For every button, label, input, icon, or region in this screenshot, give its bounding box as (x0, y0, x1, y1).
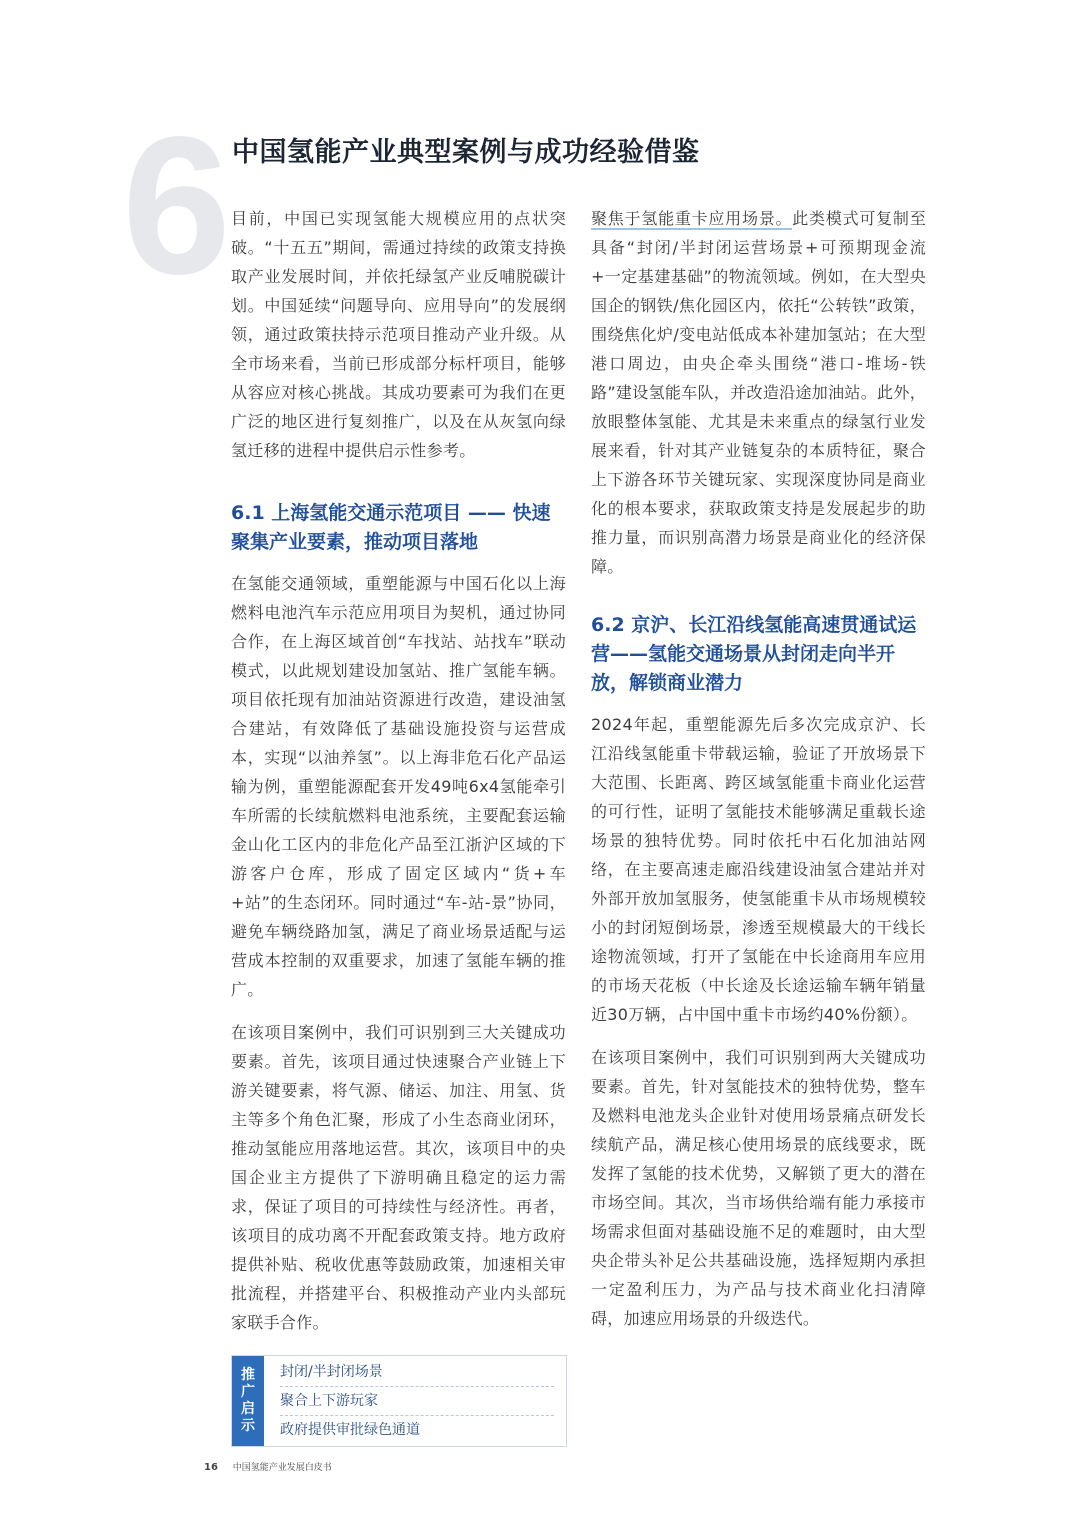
highlighted-phrase: 聚焦于氢能重卡应用场景。 (591, 209, 793, 228)
insight-item: 封闭/半封闭场景 (280, 1358, 554, 1387)
insight-item: 政府提供审批绿色通道 (280, 1422, 420, 1438)
chapter-number: 6 (122, 96, 232, 315)
section-6-2-paragraph-2: 在该项目案例中，我们可识别到两大关键成功要素。首先，针对氢能技术的独特优势，整车及燃料电池龙头企业针对使用场景痛点研发长续航产品，满足核心使用场景的底线要求，既发挥了氢能的技术优势，又解锁了更大的潜在市场空间。其次，当市场供给端有能力承接市场需求但面对基础设施不足的难题时，由大型央企带头补足公共基础设施，选择短期内承担一定盈利压力，为产品与技术商业化扫清障碍，加速应用场景的升级迭代。 (591, 1048, 926, 1328)
promotion-insights-tag-label: 推广启示 (241, 1367, 255, 1434)
section-6-1-paragraph-1: 在氢能交通领域，重塑能源与中国石化以上海燃料电池汽车示范应用项目为契机，通过协同合作，在上海区域首创“车找站、站找车”联动模式，以此规划建设加氢站、推广氢能车辆。项目依托现有加油站资源进行改造，建设油氢合建站，有效降低了基础设施投资与运营成本，实现“以油养氢”。以上海非危石化产品运输为例，重塑能源配套开发49吨6x4氢能牵引车所需的长续航燃料电池系统，主要配套运输金山化工区内的非危化产品至江浙沪区域的下游客户仓库，形成了固定区域内“货+车+站”的生态闭环。同时通过“车-站-景”协同，避免车辆绕路加氢，满足了商业场景适配与运营成本控制的双重要求，加速了氢能车辆的推广。 (231, 574, 566, 999)
page-number: 16 (204, 1462, 218, 1473)
section-6-2-paragraph-1: 2024年起，重塑能源先后多次完成京沪、长江沿线氢能重卡带载运输，验证了开放场景下大范围、长距离、跨区域氢能重卡商业化运营的可行性，证明了氢能技术能够满足重载长途场景的独特优势。同时依托中石化加油站网络，在主要高速走廊沿线建设油氢合建站并对外部开放加氢服务，使氢能重卡从市场规模较小的封闭短倒场景，渗透至规模最大的干线长途物流领域，打开了氢能在中长途商用车应用的市场天花板（中长途及长途运输车辆年销量近30万辆，占中国中重卡市场约40%份额）。 (591, 715, 926, 1024)
page-footer (204, 1460, 332, 1473)
continued-paragraph (591, 204, 926, 581)
continued-paragraph-text: 此类模式可复制至具备“封闭/半封闭运营场景+可预期现金流+一定基建基础”的物流领域。例如，在大型央国企的钢铁/焦化园区内，依托“公转铁”政策，围绕焦化炉/变电站低成本补建加氢站；在大型港口周边，由央企牵头围绕“港口-堆场-铁路”建设氢能车队，并改造沿途加油站。此外，放眼整体氢能、尤其是未来重点的绿氢行业发展来看，针对其产业链复杂的本质特征，聚合上下游各环节关键玩家、实现深度协同是商业化的根本要求，获取政策支持是发展起步的助推力量，而识别高潜力场景是商业化的经济保障。 (591, 209, 926, 576)
section-6-1-paragraph-2: 在该项目案例中，我们可识别到三大关键成功要素。首先，该项目通过快速聚合产业链上下游关键要素，将气源、储运、加注、用氢、货主等多个角色汇聚，形成了小生态商业闭环，推动氢能应用落地运营。其次，该项目中的央国企业主方提供了下游明确且稳定的运力需求，保证了项目的可持续性与经济性。再者，该项目的成功离不开配套政策支持。地方政府提供补贴、税收优惠等鼓励政策，加速相关审批流程，并搭建平台、积极推动产业内头部玩家联手合作。 (231, 1023, 566, 1332)
section-6-2-heading: 6.2 京沪、长江沿线氢能高速贯通试运营——氢能交通场景从封闭走向半开放，解锁商业潜力 (591, 614, 917, 694)
right-column (591, 204, 926, 1347)
promotion-insights-tag (232, 1356, 264, 1446)
insight-item: 聚合上下游玩家 (280, 1387, 554, 1416)
section-6-1-heading: 6.1 上海氢能交通示范项目 —— 快速聚集产业要素，推动项目落地 (231, 502, 551, 553)
left-column (231, 204, 566, 1447)
promotion-insights-box (231, 1355, 567, 1447)
publication-title: 中国氢能产业发展白皮书 (232, 1463, 332, 1473)
promotion-insights-list (264, 1356, 566, 1446)
intro-paragraph: 目前，中国已实现氢能大规模应用的点状突破。“十五五”期间，需通过持续的政策支持换取产业发展时间，并依托绿氢产业反哺脱碳计划。中国延续“问题导向、应用导向”的发展纲领，通过政策扶持示范项目推动产业升级。从全市场来看，当前已形成部分标杆项目，能够从容应对核心挑战。其成功要素可为我们在更广泛的地区进行复刻推广，以及在从灰氢向绿氢迁移的进程中提供启示性参考。 (231, 209, 566, 460)
chapter-title: 中国氢能产业典型案例与成功经验借鉴 (232, 137, 700, 168)
